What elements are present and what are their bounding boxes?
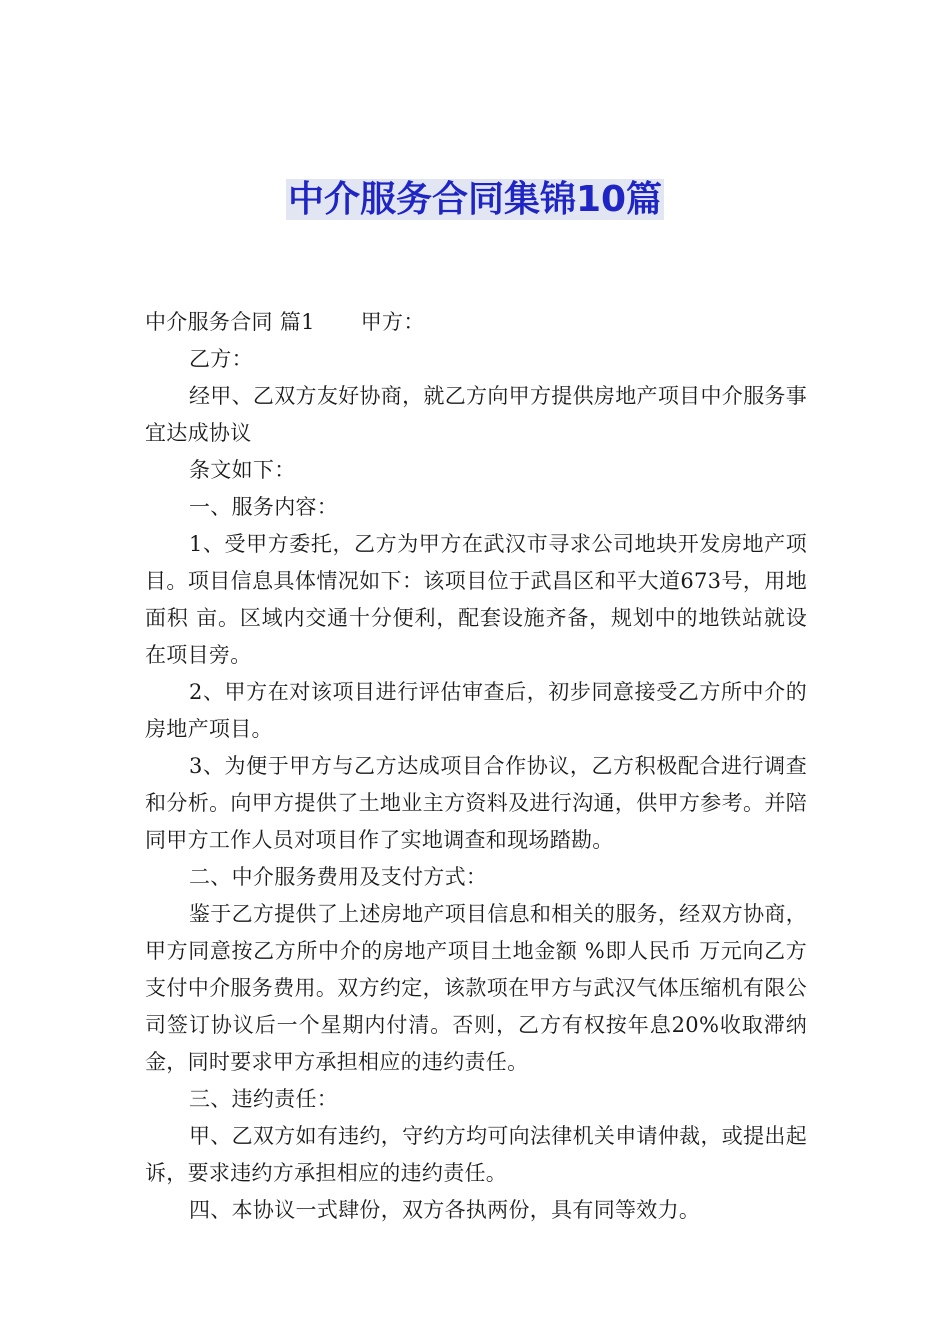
party-a-label: 甲方：: [360, 310, 425, 334]
paragraph-terms-label: 条文如下：: [189, 458, 296, 482]
heading-service-content: 一、服务内容：: [189, 495, 339, 519]
paragraph-clause-2: 2、甲方在对该项目进行评估审查后，初步同意接受乙方所中介的房地产项目。: [145, 680, 807, 741]
document-title: [0, 174, 950, 226]
heading-fees: 二、中介服务费用及支付方式：: [189, 865, 488, 889]
section-heading-line: [145, 304, 807, 341]
paragraph-fees: 鉴于乙方提供了上述房地产项目信息和相关的服务，经双方协商，甲方同意按乙方所中介的房地产项目土地金额 %即人民币 万元向乙方支付中介服务费用。双方约定，该款项在甲方与武汉气体压缩机有限公司签订协议后一个星期内付清。否则，乙方有权按年息20%收取滞纳金，同时要求甲方承担相应的违约责任。: [145, 902, 807, 1074]
document-body: [145, 304, 807, 1229]
document-title-text: 中介服务合同集锦10篇: [287, 179, 663, 220]
paragraph-clause-3: 3、为便于甲方与乙方达成项目合作协议，乙方积极配合进行调查和分析。向甲方提供了土地业主方资料及进行沟通，供甲方参考。并陪同甲方工作人员对项目作了实地调查和现场踏勘。: [145, 754, 807, 852]
paragraph-liability: 甲、乙双方如有违约，守约方均可向法律机关申请仲裁，或提出起诉，要求违约方承担相应的违约责任。: [145, 1124, 807, 1185]
paragraph-intro: 经甲、乙双方友好协商，就乙方向甲方提供房地产项目中介服务事宜达成协议: [145, 384, 807, 445]
paragraph-party-b: 乙方：: [189, 347, 253, 371]
paragraph-copies: 四、本协议一式肆份，双方各执两份，具有同等效力。: [189, 1198, 701, 1222]
section-label: 中介服务合同 篇1: [145, 310, 315, 334]
heading-liability: 三、违约责任：: [189, 1087, 339, 1111]
paragraph-clause-1: 1、受甲方委托，乙方为甲方在武汉市寻求公司地块开发房地产项目。项目信息具体情况如下：该项目位于武昌区和平大道673号，用地面积 亩。区域内交通十分便利，配套设施齐备，规划中的地铁站就设在项目旁。: [145, 532, 807, 667]
